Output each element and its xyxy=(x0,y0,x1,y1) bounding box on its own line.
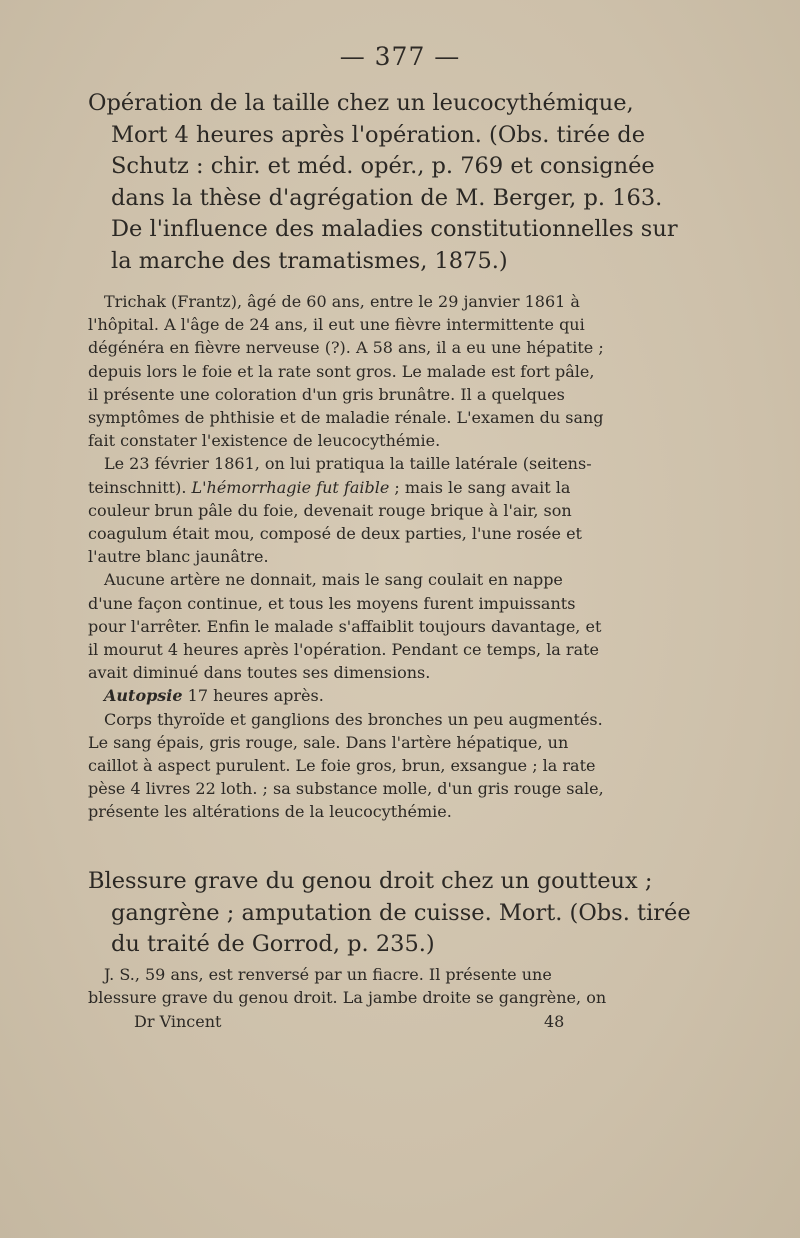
italic-heading: Autopsie xyxy=(104,686,183,706)
text-line: il présente une coloration d'un gris brunâtre. Il a quelques xyxy=(88,384,565,404)
text-line: Aucune artère ne donnait, mais le sang coulait en nappe xyxy=(104,570,563,590)
section-1-body xyxy=(88,290,738,824)
italic-text: L'hémorrhagie fut faible xyxy=(191,477,390,497)
text-line: coagulum était mou, composé de deux parties, l'une rosée et xyxy=(88,524,582,544)
section-1-title xyxy=(88,88,728,277)
text-line: avait diminué dans toutes ses dimensions. xyxy=(88,663,431,683)
text-line: fait constater l'existence de leucocythémie. xyxy=(88,431,441,451)
title-line: Schutz : chir. et méd. opér., p. 769 et consignée xyxy=(111,153,655,179)
section-2-title xyxy=(88,866,728,961)
title-line: De l'influence des maladies constitutionnelles sur xyxy=(111,216,678,242)
title-line: du traité de Gorrod, p. 235.) xyxy=(111,931,435,957)
text-line: pèse 4 livres 22 loth. ; sa substance molle, d'un gris rouge sale, xyxy=(88,779,604,799)
text-line: d'une façon continue, et tous les moyens furent impuissants xyxy=(88,593,576,613)
text-line: couleur brun pâle du foie, devenait rouge brique à l'air, son xyxy=(88,500,572,520)
text-line: pour l'arrêter. Enfin le malade s'affaiblit toujours davantage, et xyxy=(88,616,602,636)
title-line: Blessure grave du genou droit chez un goutteux ; xyxy=(88,868,653,894)
printer-signature: Dr Vincent xyxy=(134,1012,222,1031)
text-line xyxy=(88,684,738,707)
title-line: Mort 4 heures après l'opération. (Obs. tirée de xyxy=(111,121,646,148)
text-segment: teinschnitt). xyxy=(88,477,192,497)
text-line: J. S., 59 ans, est renversé par un fiacre. Il présente une xyxy=(104,965,552,984)
text-line: l'autre blanc jaunâtre. xyxy=(88,547,269,567)
title-line: gangrène ; amputation de cuisse. Mort. (Obs. tirée xyxy=(111,899,691,926)
text-line: présente les altérations de la leucocythémie. xyxy=(88,802,452,822)
text-line: Trichak (Frantz), âgé de 60 ans, entre le 29 janvier 1861 à xyxy=(104,292,580,311)
title-line: la marche des tramatismes, 1875.) xyxy=(111,247,508,274)
text-line: Le 23 février 1861, on lui pratiqua la taille latérale (seitens- xyxy=(104,454,592,474)
text-line: symptômes de phthisie et de maladie rénale. L'examen du sang xyxy=(88,408,604,428)
text-line: il mourut 4 heures après l'opération. Pendant ce temps, la rate xyxy=(88,640,600,660)
text-line xyxy=(88,476,738,499)
section-2-body xyxy=(88,963,738,1009)
text-line: blessure grave du genou droit. La jambe droite se gangrène, on xyxy=(88,988,607,1008)
title-line: Opération de la taille chez un leucocythémique, xyxy=(88,90,634,116)
text-segment: 17 heures après. xyxy=(182,686,324,706)
text-line: Le sang épais, gris rouge, sale. Dans l'artère hépatique, un xyxy=(88,732,569,752)
text-line: dégénéra en fièvre nerveuse (?). A 58 ans, il a eu une hépatite ; xyxy=(88,338,604,358)
sheet-number: 48 xyxy=(544,1012,565,1031)
text-line: caillot à aspect purulent. Le foie gros, brun, exsangue ; la rate xyxy=(88,756,596,776)
title-line: dans la thèse d'agrégation de M. Berger, p. 163. xyxy=(111,184,663,211)
page-number: — 377 — xyxy=(339,42,461,71)
text-line: l'hôpital. A l'âge de 24 ans, il eut une fièvre intermittente qui xyxy=(88,315,585,335)
text-line: Corps thyroïde et ganglions des bronches un peu augmentés. xyxy=(104,709,603,729)
text-line: depuis lors le foie et la rate sont gros. Le malade est fort pâle, xyxy=(88,361,595,381)
text-segment: ; mais le sang avait la xyxy=(389,477,571,497)
